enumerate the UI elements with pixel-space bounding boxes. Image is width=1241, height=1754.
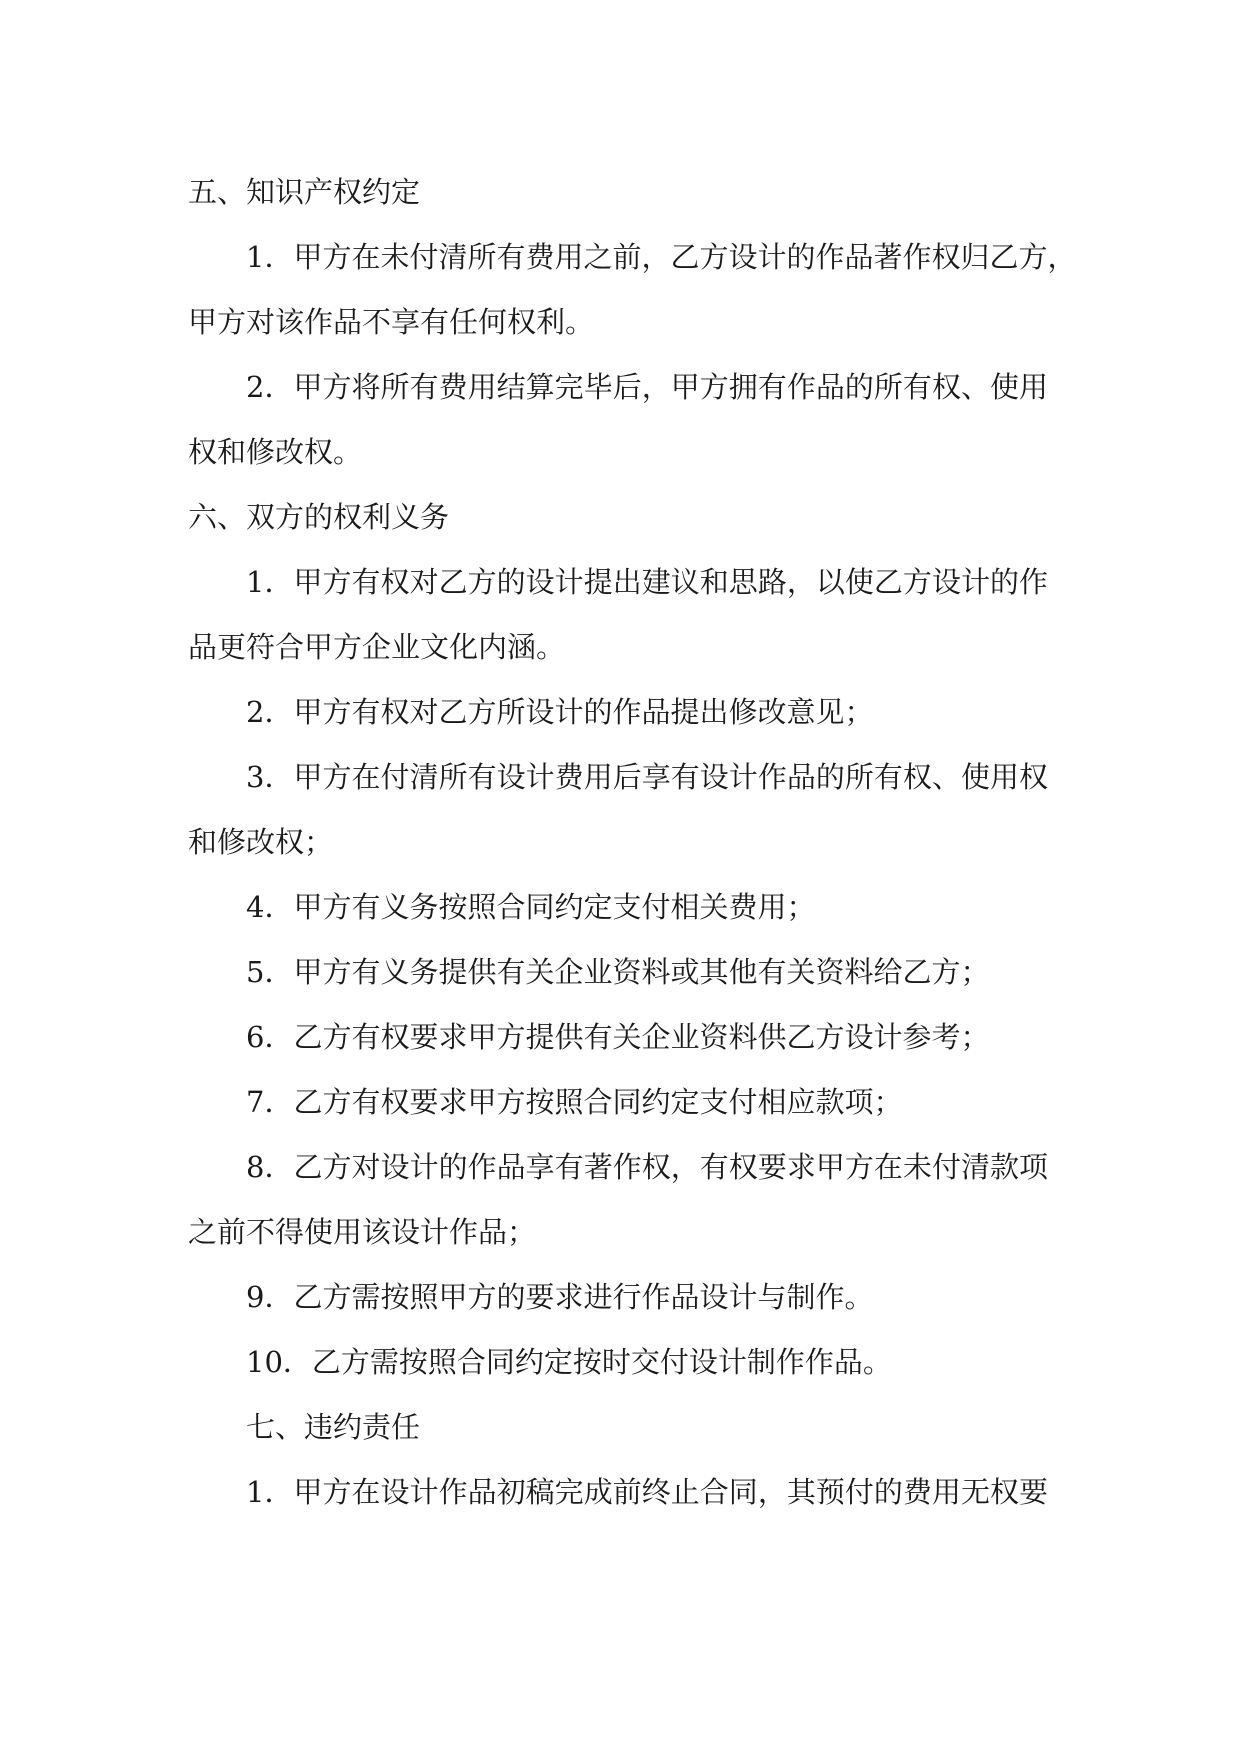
clause-line-continued [188, 420, 1048, 485]
text-line: 5．甲方有义务提供有关企业资料或其他有关资料给乙方； [246, 955, 990, 989]
clause-line: 8．乙方对设计的作品享有著作权，有权要求甲方在未付清款项 [246, 1150, 1048, 1184]
text-line: 7．乙方有权要求甲方按照合同约定支付相应款项； [246, 1085, 903, 1119]
clause-line-continued [188, 290, 1048, 355]
clause-line [188, 875, 1048, 940]
text-line: 2．甲方有权对乙方所设计的作品提出修改意见； [246, 695, 874, 729]
section-heading [188, 1395, 1048, 1460]
clause-line [188, 940, 1048, 1005]
clause-line-continued [188, 810, 1048, 875]
clause-line: 1．甲方在未付清所有费用之前，乙方设计的作品著作权归乙方， [246, 240, 1077, 274]
section-heading [188, 485, 1048, 550]
text-line: 品更符合甲方企业文化内涵。 [188, 630, 566, 664]
clause-line [188, 1330, 1048, 1395]
clause-line [188, 1005, 1048, 1070]
clause-line-continued [188, 1200, 1048, 1265]
clause-line: 2．甲方将所有费用结算完毕后，甲方拥有作品的所有权、使用 [246, 370, 1048, 404]
clause-line: 1．甲方有权对乙方的设计提出建议和思路，以使乙方设计的作 [246, 565, 1048, 599]
text-line: 七、违约责任 [246, 1410, 421, 1444]
text-line: 4．甲方有义务按照合同约定支付相关费用； [246, 890, 816, 924]
clause-line-continued [188, 615, 1048, 680]
text-line: 之前不得使用该设计作品； [188, 1215, 537, 1249]
document-body [188, 160, 1077, 1525]
clause-line: 3．甲方在付清所有设计费用后享有设计作品的所有权、使用权 [246, 760, 1048, 794]
clause-line: 1．甲方在设计作品初稿完成前终止合同，其预付的费用无权要 [246, 1475, 1048, 1509]
text-line: 10．乙方需按照合同约定按时交付设计制作作品。 [246, 1345, 892, 1379]
clause-line [188, 1265, 1048, 1330]
section-heading [188, 160, 1048, 225]
text-line: 五、知识产权约定 [188, 175, 421, 209]
text-line: 六、双方的权利义务 [188, 500, 450, 534]
text-line: 9．乙方需按照甲方的要求进行作品设计与制作。 [246, 1280, 874, 1314]
text-line: 甲方对该作品不享有任何权利。 [188, 305, 595, 339]
text-line: 和修改权； [188, 825, 334, 859]
clause-line [188, 680, 1048, 745]
text-line: 权和修改权。 [188, 435, 363, 469]
clause-line [188, 1070, 1048, 1135]
text-line: 6．乙方有权要求甲方提供有关企业资料供乙方设计参考； [246, 1020, 990, 1054]
